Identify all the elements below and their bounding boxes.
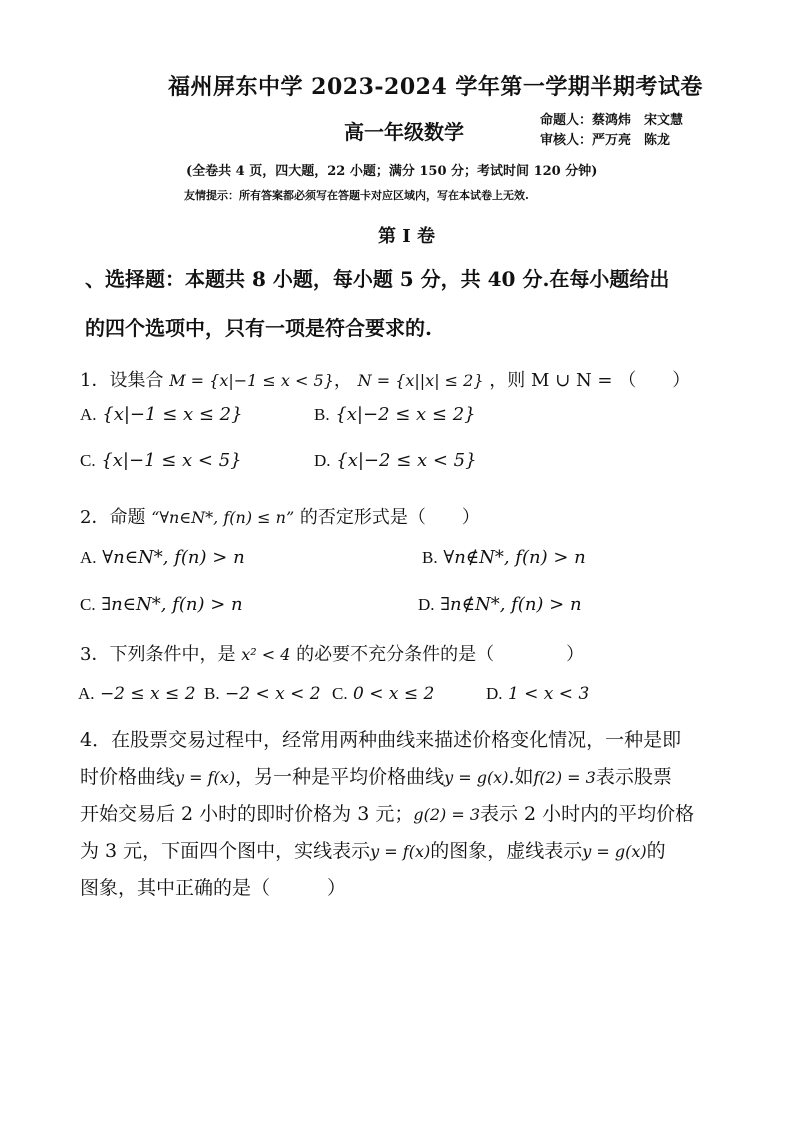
q4-line2: 时价格曲线y = f(x)，另一种是平均价格曲线y = g(x).如f(2) = 3表示股票	[80, 766, 672, 788]
section-heading-line1: 、选择题：本题共 8 小题，每小题 5 分，共 40 分.在每小题给出	[85, 267, 670, 291]
q1-prefix: 1．设集合	[80, 370, 164, 391]
q3-option-a-text: −2 ≤ x ≤ 2	[99, 684, 196, 704]
q1-option-a-text: {x|−1 ≤ x ≤ 2}	[102, 404, 243, 425]
q2-option-b-text: ∀n∉N*, f(n) > n	[443, 547, 586, 568]
q3-option-c-text: 0 < x ≤ 2	[353, 684, 435, 704]
q3-option-b: B. −2 < x < 2	[204, 684, 321, 704]
q2-option-a: A. ∀n∈N*, f(n) > n	[80, 547, 245, 568]
q1-set-n: N = {x||x| ≤ 2}	[357, 371, 484, 390]
q3-option-d: D. 1 < x < 3	[486, 684, 590, 704]
part-label: 第 I 卷	[378, 226, 435, 247]
q1-suffix: ，则 M ∪ N = （ ）	[489, 370, 691, 391]
q4-line1: 4．在股票交易过程中，经常用两种曲线来描述价格变化情况，一种是即	[80, 729, 682, 751]
q2-suffix: 的否定形式是（ ）	[299, 507, 480, 528]
q1-option-b-text: {x|−2 ≤ x ≤ 2}	[335, 404, 476, 425]
proposer-line: 命题人：蔡鸿炜 宋文慧	[540, 113, 684, 128]
q2-option-a-text: ∀n∈N*, f(n) > n	[102, 547, 245, 568]
q1-option-c: C. {x|−1 ≤ x < 5}	[80, 450, 242, 471]
q2-proposition: “∀n∈N*, f(n) ≤ n”	[151, 508, 295, 527]
exam-info: (全卷共 4 页，四大题，22 小题；满分 150 分；考试时间 120 分钟)	[186, 164, 598, 179]
q3-suffix: 的必要不充分条件的是（ ）	[296, 644, 585, 665]
exam-tip: 友情提示：所有答案都必须写在答题卡对应区域内，写在本试卷上无效.	[184, 189, 529, 202]
q2-prefix: 2．命题	[80, 507, 146, 528]
q3-condition: x² < 4	[241, 645, 291, 664]
q1-option-d-text: {x|−2 ≤ x < 5}	[336, 450, 477, 471]
exam-title: 福州屏东中学 2023-2024 学年第一学期半期考试卷	[168, 74, 703, 100]
question-4-text	[80, 722, 740, 907]
q2-option-d: D. ∃n∉N*, f(n) > n	[418, 594, 582, 615]
q1-set-m: M = {x|−1 ≤ x < 5}	[169, 371, 334, 390]
exam-staff	[540, 111, 683, 151]
q4-line5: 图象，其中正确的是（ ）	[80, 877, 347, 899]
q3-prefix: 3．下列条件中，是	[80, 644, 236, 665]
q1-option-a: A. {x|−1 ≤ x ≤ 2}	[80, 404, 243, 425]
q3-option-d-text: 1 < x < 3	[507, 684, 590, 704]
section-heading-line2: 的四个选项中，只有一项是符合要求的.	[85, 316, 432, 340]
q2-option-c: C. ∃n∈N*, f(n) > n	[80, 594, 243, 615]
q1-option-b: B. {x|−2 ≤ x ≤ 2}	[314, 404, 476, 425]
question-1-stem: 1．设集合 M = {x|−1 ≤ x < 5}， N = {x||x| ≤ 2} ，则 M ∪ N = （ ）	[80, 370, 691, 391]
q3-option-b-text: −2 < x < 2	[225, 684, 321, 704]
reviewer-line: 审核人：严万亮 陈龙	[540, 133, 671, 148]
q1-option-c-text: {x|−1 ≤ x < 5}	[101, 450, 242, 471]
q3-option-a: A. −2 ≤ x ≤ 2	[78, 684, 196, 704]
q1-option-d: D. {x|−2 ≤ x < 5}	[314, 450, 477, 471]
q2-option-c-text: ∃n∈N*, f(n) > n	[101, 594, 243, 615]
q3-option-c: C. 0 < x ≤ 2	[332, 684, 435, 704]
q2-option-d-text: ∃n∉N*, f(n) > n	[440, 594, 582, 615]
q4-line4: 为 3 元，下面四个图中，实线表示y = f(x)的图象，虚线表示y = g(x)的	[80, 840, 666, 862]
q4-line3: 开始交易后 2 小时的即时价格为 3 元；g(2) = 3表示 2 小时内的平均价格	[80, 803, 695, 825]
q2-option-b: B. ∀n∉N*, f(n) > n	[422, 547, 586, 568]
question-3-stem	[80, 640, 584, 666]
question-2-stem	[80, 503, 480, 529]
exam-subtitle: 高一年级数学	[344, 120, 464, 144]
